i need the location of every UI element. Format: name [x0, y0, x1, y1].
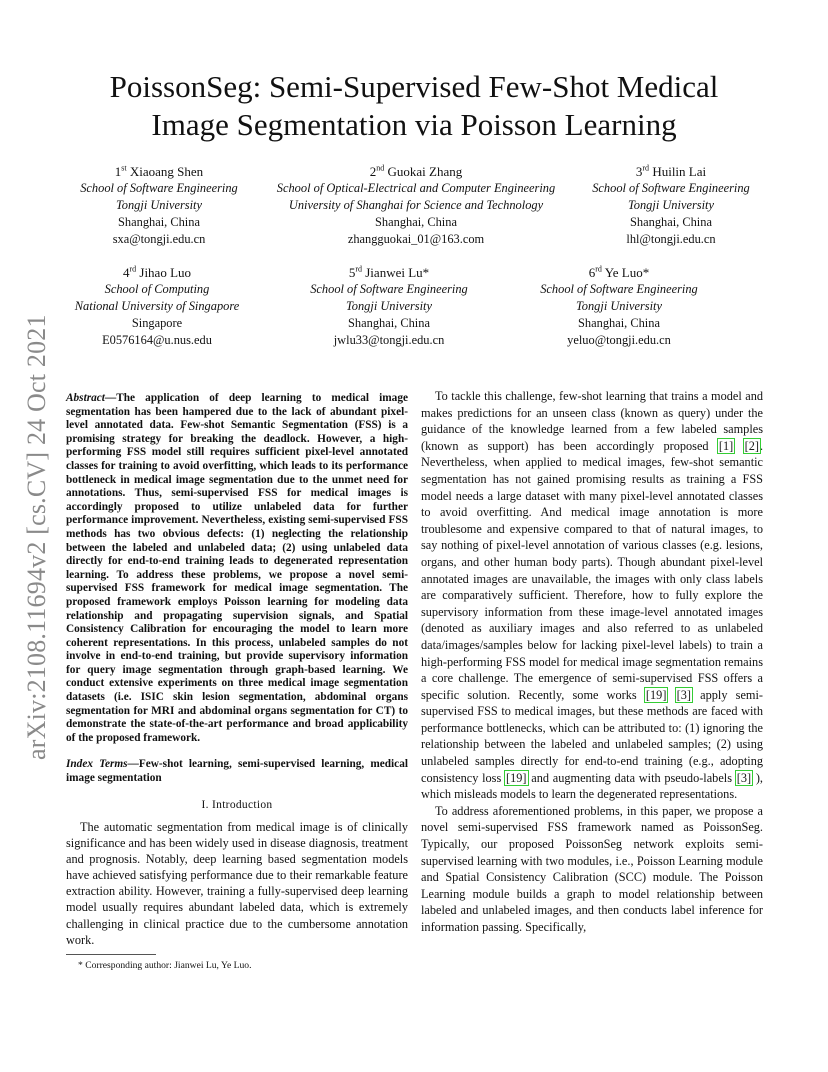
paper-title — [60, 68, 768, 144]
abstract-label: Abstract — [66, 392, 105, 404]
author-name: Ye Luo* — [604, 265, 650, 280]
abstract — [66, 392, 408, 745]
author-affiliation: School of Software Engineering — [310, 282, 468, 296]
title-line-2: Image Segmentation via Poisson Learning — [151, 107, 677, 142]
author-institution: University of Shanghai for Science and Technology — [288, 198, 544, 212]
author-affiliation: School of Software Engineering — [80, 181, 238, 195]
author-location: Shanghai, China — [348, 316, 430, 330]
author-institution: Tongji University — [628, 198, 714, 212]
author-affiliation: School of Computing — [104, 282, 210, 296]
author-location: Shanghai, China — [630, 215, 712, 229]
author-block-5: 5rd Jianwei Lu* School of Software Engineering Tongji University Shanghai, China jwlu33@tongji.edu.cn — [290, 264, 488, 349]
footnote-divider — [66, 954, 156, 955]
author-name: Huilin Lai — [652, 164, 707, 179]
right-column — [421, 388, 763, 936]
section-heading-introduction: I. Introduction — [201, 799, 273, 811]
author-block-6: 6rd Ye Luo* School of Software Engineering Tongji University Shanghai, China yeluo@tongji.edu.cn — [520, 264, 718, 349]
author-block-1: 1st Xiaoang Shen School of Software Engineering Tongji University Shanghai, China sxa@tongji.edu.cn — [60, 163, 258, 248]
index-terms-label: Index Terms — [66, 758, 128, 770]
author-email: lhl@tongji.edu.cn — [626, 232, 716, 246]
footnote: * Corresponding author: Jianwei Lu, Ye Luo. — [78, 960, 252, 971]
author-name: Jianwei Lu* — [365, 265, 430, 280]
author-block-4: 4rd Jihao Luo School of Computing National University of Singapore Singapore E0576164@u.nus.edu — [58, 264, 256, 349]
citation-link[interactable]: [3] — [736, 770, 752, 785]
citation-link[interactable]: [19] — [506, 770, 527, 785]
author-institution: National University of Singapore — [74, 299, 240, 313]
author-location: Singapore — [131, 316, 183, 330]
author-email: yeluo@tongji.edu.cn — [567, 333, 671, 347]
abstract-text: —The application of deep learning to medical image segmentation has been hampered due to the lack of abundant pixel-level annotated data. Few-shot Semantic Segmentation (FSS) is a promising strategy for breaking the deadlock. However, a high-performing FSS model still requires sufficient pixel-level annotated classes for training to avoid overfitting, which leads to its performance bottleneck in medical image segmentation due to the unmet need for annotations. Thus, semi-supervised FSS for medical images is accordingly proposed to utilize unlabeled data for further performance improvement. Nevertheless, existing semi-supervised FSS methods has two obvious defects: (1) neglecting the relationship between the labeled and unlabeled data; (2) using unlabeled data directly for end-to-end training leads to degenerated representation learning. To address these problems, we propose a novel semi-supervised FSS framework for medical image segmentation. The proposed framework employs Poisson learning for modeling data relationship and propagating supervision signals, and Spatial Consistency Calibration for encouraging the model to learn more coherent representations. In this process, unlabeled samples do not involve in end-to-end training, but provide supervisory information for query image segmentation through graph-based learning. We conduct extensive experiments on three medical image segmentation datasets (i.e. ISIC skin lesion segmentation, abdominal organs segmentation for MRI and abdominal organs segmentation for CT) to demonstrate the state-of-the-art performance and broad applicability of the proposed framework. — [66, 392, 408, 744]
citation-link[interactable]: [1] — [718, 438, 734, 453]
citation-link[interactable]: [3] — [676, 687, 691, 702]
index-terms-text: —Few-shot learning, semi-supervised learning, medical image segmentation — [66, 758, 408, 784]
author-block-3: 3rd Huilin Lai School of Software Engineering Tongji University Shanghai, China lhl@tongji.edu.cn — [574, 163, 768, 248]
introduction-paragraph-3: To address aforementioned problems, in this paper, we propose a novel semi-supervised FSS framework named as PoissonSeg. Typically, our proposed PoissonSeg network exploits semi-supervised learning with two modules, i.e., Poisson Learning module and Spatial Consistency Calibration (SCC) module. The Poisson Learning module builds a graph to model relationship between labeled and unlabeled images, and then conducts label inference for information passing. Specifically, — [421, 803, 763, 934]
author-affiliation: School of Software Engineering — [592, 181, 750, 195]
author-email: jwlu33@tongji.edu.cn — [333, 333, 445, 347]
author-email: zhangguokai_01@163.com — [347, 232, 485, 246]
author-institution: Tongji University — [346, 299, 432, 313]
index-terms — [66, 758, 408, 785]
author-affiliation: School of Software Engineering — [540, 282, 698, 296]
author-location: Shanghai, China — [118, 215, 200, 229]
author-location: Shanghai, China — [578, 316, 660, 330]
author-block-2: 2nd Guokai Zhang School of Optical-Electrical and Computer Engineering University of Shanghai for Science and Technology Shanghai, China zhangguokai_01@163.com — [258, 163, 574, 248]
author-email: E0576164@u.nus.edu — [102, 333, 212, 347]
author-institution: Tongji University — [116, 198, 202, 212]
citation-link[interactable]: [19] — [645, 687, 667, 702]
author-location: Shanghai, China — [375, 215, 457, 229]
arxiv-identifier: arXiv:2108.11694v2 [cs.CV] 24 Oct 2021 — [22, 314, 51, 760]
paragraph-text: The automatic segmentation from medical image is of clinically significance and has been widely used in disease diagnosis, treatment and prognosis. Notably, deep learning based segmentation models have achieved satisfying performance due to their remarkable feature extraction ability. However, training a fully-supervised deep learning model usually requires abundant labeled data, which is extremely challenging in clinical practice due to the cumbersome annotation work. — [66, 820, 408, 947]
author-email: sxa@tongji.edu.cn — [112, 232, 206, 246]
author-name: Jihao Luo — [139, 265, 192, 280]
author-name: Guokai Zhang — [387, 164, 463, 179]
citation-link[interactable]: [2] — [744, 438, 759, 453]
author-name: Xiaoang Shen — [129, 164, 204, 179]
introduction-paragraph-1 — [66, 819, 408, 948]
title-line-1: PoissonSeg: Semi-Supervised Few-Shot Medical — [109, 69, 719, 104]
author-affiliation: School of Optical-Electrical and Computer Engineering — [276, 181, 556, 195]
author-institution: Tongji University — [576, 299, 662, 313]
introduction-paragraph-2: To tackle this challenge, few-shot learning that trains a model and makes predictions for an unseen class (known as query) under the guidance of the knowledge learned from a few labeled samples (known as support) has been accordingly proposed [1] [2]. Nevertheless, when applied to medical images, few-shot semantic segmentation has not gained promising results as training a FSS model needs a large dataset with many pixel-level annotated classes to avoid overfitting. And medical image annotation is more troublesome and expensive compared to that of natural images, to say nothing of pixel-level annotation of various classes (e.g. lesions, organs, and other human body parts). Though abundant pixel-level annotated images are unavailable, the images with only class labels are comparatively sufficient. Therefore, how to fully explore the supervisory information from these image-level annotated images (denoted as auxiliary images and also referred to as unlabeled data/images/samples below for lacking pixel-level labels) to train a high-performing FSS model for medical image segmentation remains a core challenge. The emergence of semi-supervised FSS offers a specific solution. Recently, some works [19] [3] apply semi-supervised FSS to medical images, but these methods are faced with performance bottlenecks, which can be attributed to: (1) ignoring the relationship between the labeled and unlabeled samples; (2) using unlabeled samples directly for end-to-end training (e.g., adopting consistency loss [19] and augmenting data with pseudo-labels [3] ), which misleads models to learn the degenerated representations. — [421, 389, 764, 802]
